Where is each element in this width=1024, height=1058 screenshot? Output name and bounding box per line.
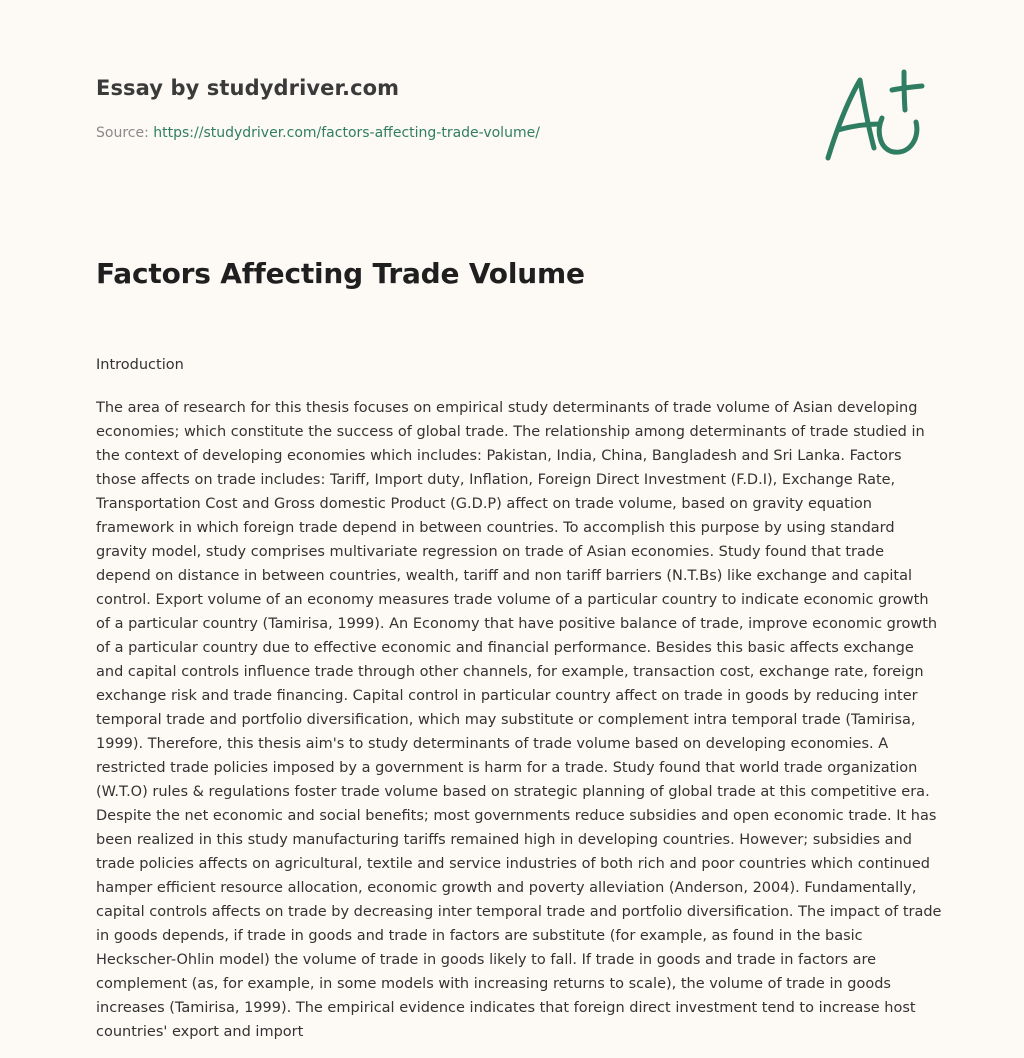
a-plus-logo-icon: [818, 66, 930, 166]
source-line: [96, 125, 540, 141]
source-link[interactable]: https://studydriver.com/factors-affecting-trade-volume/: [153, 125, 540, 141]
site-brand: Essay by studydriver.com: [96, 76, 400, 100]
essay-body: The area of research for this thesis focuses on empirical study determinants of trade volume of Asian developing economies; which constitute the success of global trade. The relationship among determinants of trade studied in the context of developing economies which includes: Pakistan, India, China, Bangladesh and Sri Lanka. Factors those affects on trade includes: Tariff, Import duty, Inflation, Foreign Direct Investment (F.D.I), Exchange Rate, Transportation Cost and Gross domestic Product (G.D.P) affect on trade volume, based on gravity equation framework in which foreign trade depend in between countries. To accomplish this purpose by using standard gravity model, study comprises multivariate regression on trade of Asian economies. Study found that trade depend on distance in between countries, wealth, tariff and non tariff barriers (N.T.Bs) like exchange and capital control. Export volume of an economy measures trade volume of a particular country to indicate economic growth of a particular country (Tamirisa, 1999). An Economy that have positive balance of trade, improve economic growth of a particular country due to effective economic and financial performance. Besides this basic affects exchange and capital controls influence trade through other channels, for example, transaction cost, exchange rate, foreign exchange risk and trade financing. Capital control in particular country affect on trade in goods by reducing inter temporal trade and portfolio diversification, which may substitute or complement intra temporal trade (Tamirisa, 1999). Therefore, this thesis aim's to study determinants of trade volume based on developing economies. A restricted trade policies imposed by a government is harm for a trade. Study found that world trade organization (W.T.O) rules & regulations foster trade volume based on strategic planning of global trade at this competitive era. Despite the net economic and social benefits; most governments reduce subsidies and open economic trade. It has been realized in this study manufacturing tariffs remained high in developing countries. However; subsidies and trade policies affects on agricultural, textile and service industries of both rich and poor countries which continued hamper efficient resource allocation, economic growth and poverty alleviation (Anderson, 2004). Fundamentally, capital controls affects on trade by decreasing inter temporal trade and portfolio diversification. The impact of trade in goods depends, if trade in goods and trade in factors are substitute (for example, as found in the basic Heckscher-Ohlin model) the volume of trade in goods likely to fall. If trade in goods and trade in factors are complement (as, for example, in some models with increasing returns to scale), the volume of trade in goods increases (Tamirisa, 1999). The empirical evidence indicates that foreign direct investment tend to increase host countries' export and import: [96, 400, 942, 1040]
essay-title: Factors Affecting Trade Volume: [96, 257, 585, 290]
section-label: Introduction: [96, 357, 184, 373]
source-label: Source:: [96, 125, 149, 141]
